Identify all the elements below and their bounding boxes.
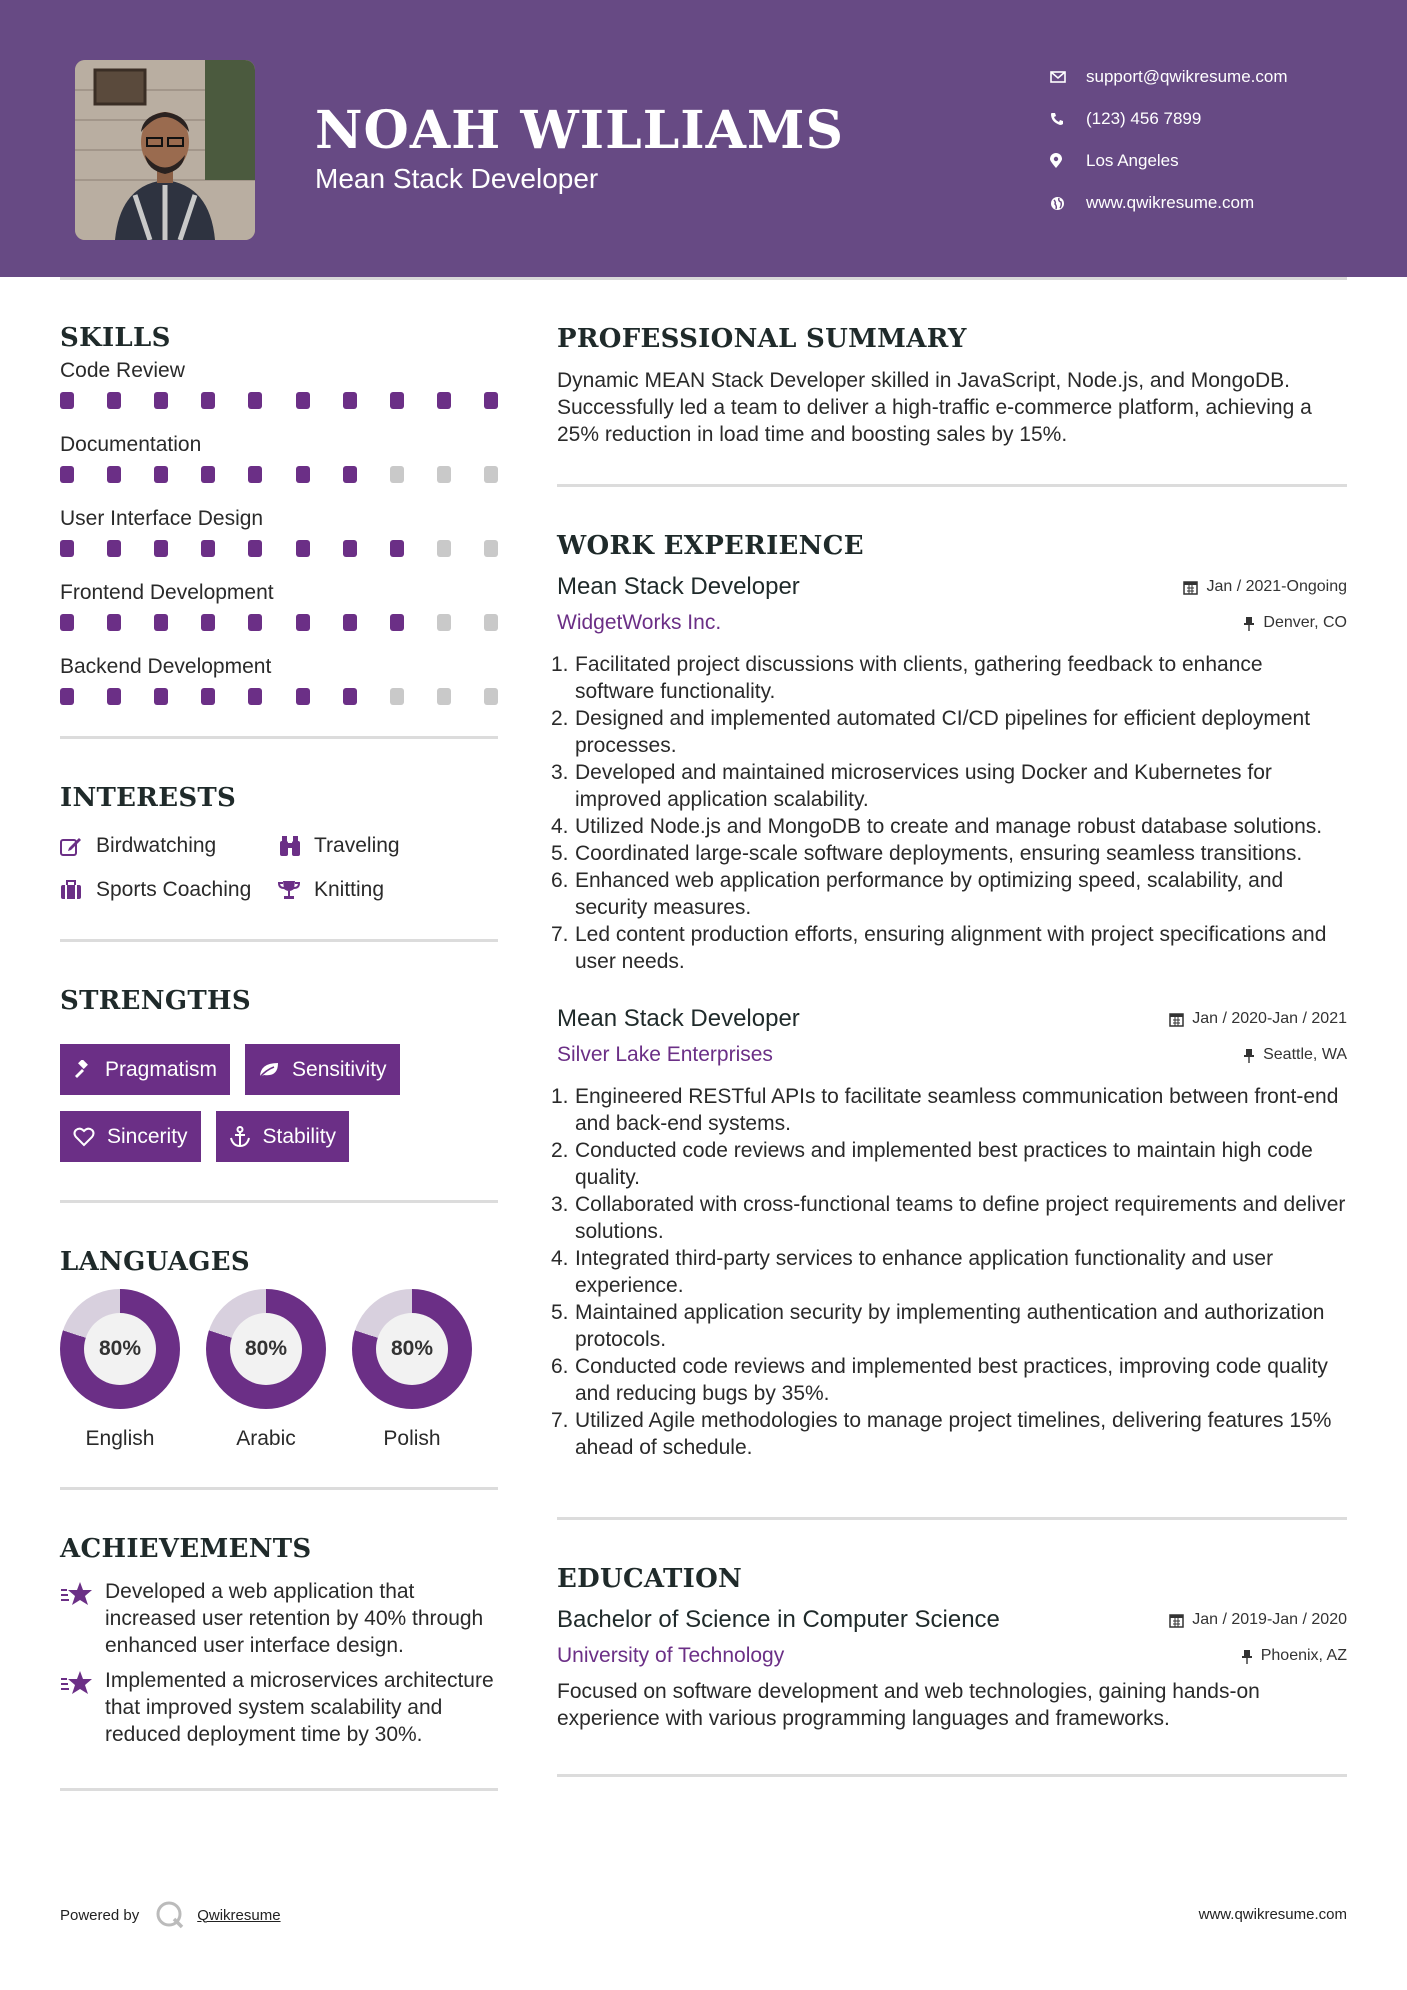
rating-dot-filled (248, 392, 262, 409)
summary-text: Dynamic MEAN Stack Developer skilled in JavaScript, Node.js, and MongoDB. Successfully led a team to deliver a high-traffic e-commerce platform, achieving a 25% reduction in load time and boosting sales by 15%. (557, 369, 1312, 446)
envelope-icon (1050, 71, 1086, 83)
rating-dot-empty (390, 466, 404, 483)
job-entry (551, 573, 1347, 975)
skills-heading: SKILLS (60, 323, 171, 353)
contact-location-text: Los Angeles (1086, 151, 1179, 170)
header-divider (60, 277, 1347, 280)
rating-dot-filled (201, 614, 215, 631)
skills-list (60, 356, 498, 726)
rating-dot-filled (248, 614, 262, 631)
interests-section (60, 739, 498, 905)
skill-item (60, 356, 498, 430)
job-title: Mean Stack Developer (557, 1005, 800, 1032)
contact-location (1050, 140, 1390, 182)
language-name: Polish (383, 1427, 441, 1450)
job-bullets (551, 1083, 1347, 1461)
list-item: 2. Conducted code reviews and implemented best practices to maintain high code quality. (551, 1139, 1313, 1189)
interests-list (60, 831, 498, 905)
heart-icon (73, 1127, 95, 1147)
gavel-icon (73, 1060, 93, 1080)
education-location-text: Phoenix, AZ (1260, 1647, 1347, 1664)
job-date-text: Jan / 2021-Ongoing (1206, 578, 1347, 595)
rating-dot-filled (248, 540, 262, 557)
education-heading: EDUCATION (557, 1564, 743, 1594)
education-date (1169, 1611, 1347, 1629)
footer-website[interactable]: www.qwikresume.com (1198, 1906, 1347, 1923)
list-item: 3. Collaborated with cross-functional teams to define project requirements and deliver solutions. (551, 1193, 1346, 1243)
phone-icon (1050, 112, 1086, 126)
skill-rating (60, 460, 498, 504)
interest-label: Birdwatching (96, 834, 217, 857)
rating-dot-empty (437, 688, 451, 705)
rating-dot-filled (201, 466, 215, 483)
language-percent: 80% (230, 1313, 302, 1385)
job-location-text: Seattle, WA (1263, 1046, 1347, 1063)
list-item: 2. Designed and implemented automated CI/CD pipelines for efficient deployment processes. (551, 707, 1311, 757)
rating-dot-filled (296, 540, 310, 557)
experience-section (551, 487, 1347, 1461)
rating-dot-filled (296, 466, 310, 483)
skill-item (60, 652, 498, 726)
languages-section (60, 1203, 498, 1451)
company-name: WidgetWorks Inc. (557, 611, 722, 634)
languages-heading: LANGUAGES (60, 1247, 250, 1277)
left-column (60, 300, 498, 1791)
rating-dot-empty (484, 540, 498, 557)
skill-name: Backend Development (60, 655, 272, 678)
list-item: 3. Developed and maintained microservices using Docker and Kubernetes for improved application scalability. (551, 761, 1272, 811)
language-name: English (85, 1427, 155, 1450)
summary-section (557, 300, 1347, 448)
strength-label: Sensitivity (292, 1057, 387, 1081)
education-location (1241, 1647, 1347, 1665)
rating-dot-empty (437, 466, 451, 483)
contact-email[interactable] (1050, 56, 1390, 98)
interest-item (278, 875, 498, 905)
job-date (1169, 1010, 1347, 1028)
resume-header (0, 0, 1407, 277)
list-item: 6. Conducted code reviews and implemented best practices, improving code quality and reducing bugs by 35%. (551, 1355, 1328, 1405)
language-item (60, 1289, 180, 1451)
skill-item (60, 578, 498, 652)
job-bullets (551, 651, 1347, 975)
anchor-icon (229, 1126, 251, 1148)
rating-dot-filled (296, 392, 310, 409)
rating-dot-filled (296, 688, 310, 705)
contact-phone[interactable] (1050, 98, 1390, 140)
education-date-text: Jan / 2019-Jan / 2020 (1192, 1611, 1347, 1628)
experience-heading: WORK EXPERIENCE (557, 531, 864, 561)
skill-name: Code Review (60, 359, 185, 382)
interest-label: Knitting (314, 878, 385, 901)
pencil-square-icon (60, 836, 96, 856)
star-icon (60, 1667, 105, 1748)
languages-list (60, 1289, 498, 1451)
rating-dot-filled (343, 688, 357, 705)
rating-dot-filled (154, 614, 168, 631)
brand-link[interactable]: Qwikresume (197, 1906, 281, 1924)
interest-label: Sports Coaching (96, 878, 252, 901)
company-name: Silver Lake Enterprises (557, 1043, 773, 1066)
rating-dot-filled (343, 540, 357, 557)
job-location-text: Denver, CO (1263, 614, 1347, 631)
strengths-heading: STRENGTHS (60, 986, 251, 1016)
list-item: 5. Coordinated large-scale software deployments, ensuring seamless transitions. (551, 842, 1303, 865)
skill-name: Documentation (60, 433, 202, 456)
contact-email-text: support@qwikresume.com (1086, 67, 1288, 86)
language-proficiency-ring (206, 1289, 326, 1409)
contact-list (1050, 56, 1390, 224)
candidate-role: Mean Stack Developer (315, 163, 599, 194)
achievement-text: Developed a web application that increased user retention by 40% through enhanced user interface design. (105, 1580, 484, 1657)
strength-tag (245, 1044, 400, 1095)
rating-dot-filled (343, 466, 357, 483)
language-item (352, 1289, 472, 1451)
calendar-icon (1169, 1012, 1184, 1027)
skill-rating (60, 608, 498, 652)
right-column (551, 300, 1347, 1777)
strengths-section (60, 942, 498, 1162)
rating-dot-empty (437, 614, 451, 631)
rating-dot-filled (296, 614, 310, 631)
rating-dot-filled (201, 392, 215, 409)
rating-dot-filled (201, 540, 215, 557)
rating-dot-empty (437, 540, 451, 557)
strengths-list (60, 1044, 498, 1162)
rating-dot-filled (484, 392, 498, 409)
globe-icon (1050, 196, 1086, 211)
rating-dot-filled (60, 614, 74, 631)
interest-item (60, 831, 278, 861)
section-divider (557, 1774, 1347, 1777)
calendar-icon (1169, 1613, 1184, 1628)
list-item: 7. Utilized Agile methodologies to manage project timelines, delivering features 15% ahead of schedule. (551, 1409, 1332, 1459)
strength-label: Stability (262, 1124, 337, 1148)
achievement-item (60, 1578, 498, 1659)
rating-dot-empty (390, 688, 404, 705)
skill-item (60, 504, 498, 578)
section-divider (60, 1788, 498, 1791)
contact-website-text: www.qwikresume.com (1086, 193, 1255, 212)
achievements-heading: ACHIEVEMENTS (60, 1534, 312, 1564)
skill-name: Frontend Development (60, 581, 274, 604)
job-location (1243, 614, 1347, 632)
contact-website[interactable] (1050, 182, 1390, 224)
rating-dot-filled (390, 614, 404, 631)
job-location (1243, 1046, 1347, 1064)
interests-heading: INTERESTS (60, 783, 237, 813)
rating-dot-filled (107, 614, 121, 631)
leaf-icon (258, 1061, 280, 1079)
rating-dot-filled (154, 466, 168, 483)
rating-dot-empty (484, 466, 498, 483)
strength-tag (216, 1111, 350, 1162)
education-section (557, 1520, 1347, 1732)
rating-dot-filled (60, 540, 74, 557)
language-proficiency-ring (60, 1289, 180, 1409)
rating-dot-filled (107, 392, 121, 409)
language-percent: 80% (84, 1313, 156, 1385)
rating-dot-empty (484, 614, 498, 631)
rating-dot-filled (390, 392, 404, 409)
rating-dot-filled (248, 466, 262, 483)
pushpin-icon (1243, 616, 1255, 631)
degree-title: Bachelor of Science in Computer Science (557, 1606, 1000, 1633)
skill-rating (60, 386, 498, 430)
list-item: 1. Facilitated project discussions with clients, gathering feedback to enhance software functionality. (551, 653, 1263, 703)
list-item: 4. Utilized Node.js and MongoDB to create and manage robust database solutions. (551, 815, 1323, 838)
language-item (206, 1289, 326, 1451)
map-marker-icon (1050, 153, 1086, 169)
list-item: 4. Integrated third-party services to enhance application functionality and user experience. (551, 1247, 1274, 1297)
binoculars-icon (278, 835, 314, 857)
skills-section (60, 300, 498, 726)
skill-name: User Interface Design (60, 507, 264, 530)
school-name: University of Technology (557, 1644, 785, 1667)
job-date (1183, 578, 1347, 596)
language-name: Arabic (236, 1427, 296, 1450)
list-item: 7. Led content production efforts, ensuring alignment with project specifications and user needs. (551, 923, 1327, 973)
qwikresume-logo-icon (155, 1900, 185, 1930)
language-percent: 80% (376, 1313, 448, 1385)
rating-dot-filled (343, 392, 357, 409)
briefcase-icon (60, 880, 96, 900)
skill-rating (60, 534, 498, 578)
job-title: Mean Stack Developer (557, 573, 800, 600)
achievements-section (60, 1490, 498, 1748)
contact-phone-text: (123) 456 7899 (1086, 109, 1202, 128)
skill-rating (60, 682, 498, 726)
rating-dot-filled (248, 688, 262, 705)
list-item: 6. Enhanced web application performance by optimizing speed, scalability, and security measures. (551, 869, 1284, 919)
rating-dot-filled (437, 392, 451, 409)
strength-tag (60, 1111, 201, 1162)
rating-dot-filled (60, 466, 74, 483)
calendar-icon (1183, 580, 1198, 595)
summary-heading: PROFESSIONAL SUMMARY (557, 324, 967, 354)
strength-label: Pragmatism (105, 1057, 218, 1081)
education-text: Focused on software development and web technologies, gaining hands-on experience with various programming languages and frameworks. (557, 1680, 1260, 1730)
interest-label: Traveling (314, 834, 400, 857)
strength-tag (60, 1044, 230, 1095)
interest-item (60, 875, 278, 905)
profile-photo (75, 60, 255, 240)
star-icon (60, 1578, 105, 1659)
achievement-item (60, 1667, 498, 1748)
pushpin-icon (1241, 1649, 1253, 1664)
rating-dot-filled (60, 392, 74, 409)
strength-label: Sincerity (107, 1124, 188, 1148)
rating-dot-filled (154, 392, 168, 409)
job-date-text: Jan / 2020-Jan / 2021 (1192, 1010, 1347, 1027)
rating-dot-filled (107, 540, 121, 557)
rating-dot-empty (484, 688, 498, 705)
rating-dot-filled (154, 540, 168, 557)
list-item: 1. Engineered RESTful APIs to facilitate seamless communication between front-end and back-end systems. (551, 1085, 1339, 1135)
job-entry (551, 1005, 1347, 1461)
pushpin-icon (1243, 1048, 1255, 1063)
rating-dot-filled (201, 688, 215, 705)
rating-dot-filled (107, 688, 121, 705)
candidate-name: NOAH WILLIAMS (315, 100, 845, 161)
rating-dot-filled (390, 540, 404, 557)
skill-item (60, 430, 498, 504)
powered-by-label: Powered by (60, 1906, 140, 1924)
rating-dot-filled (343, 614, 357, 631)
rating-dot-filled (107, 466, 121, 483)
rating-dot-filled (60, 688, 74, 705)
footer-powered-by (60, 1900, 281, 1930)
interest-item (278, 831, 498, 861)
achievement-text: Implemented a microservices architecture that improved system scalability and reduced deployment time by 30%. (105, 1669, 494, 1746)
trophy-icon (278, 879, 314, 901)
rating-dot-filled (154, 688, 168, 705)
list-item: 5. Maintained application security by implementing authentication and authorization protocols. (551, 1301, 1325, 1351)
language-proficiency-ring (352, 1289, 472, 1409)
